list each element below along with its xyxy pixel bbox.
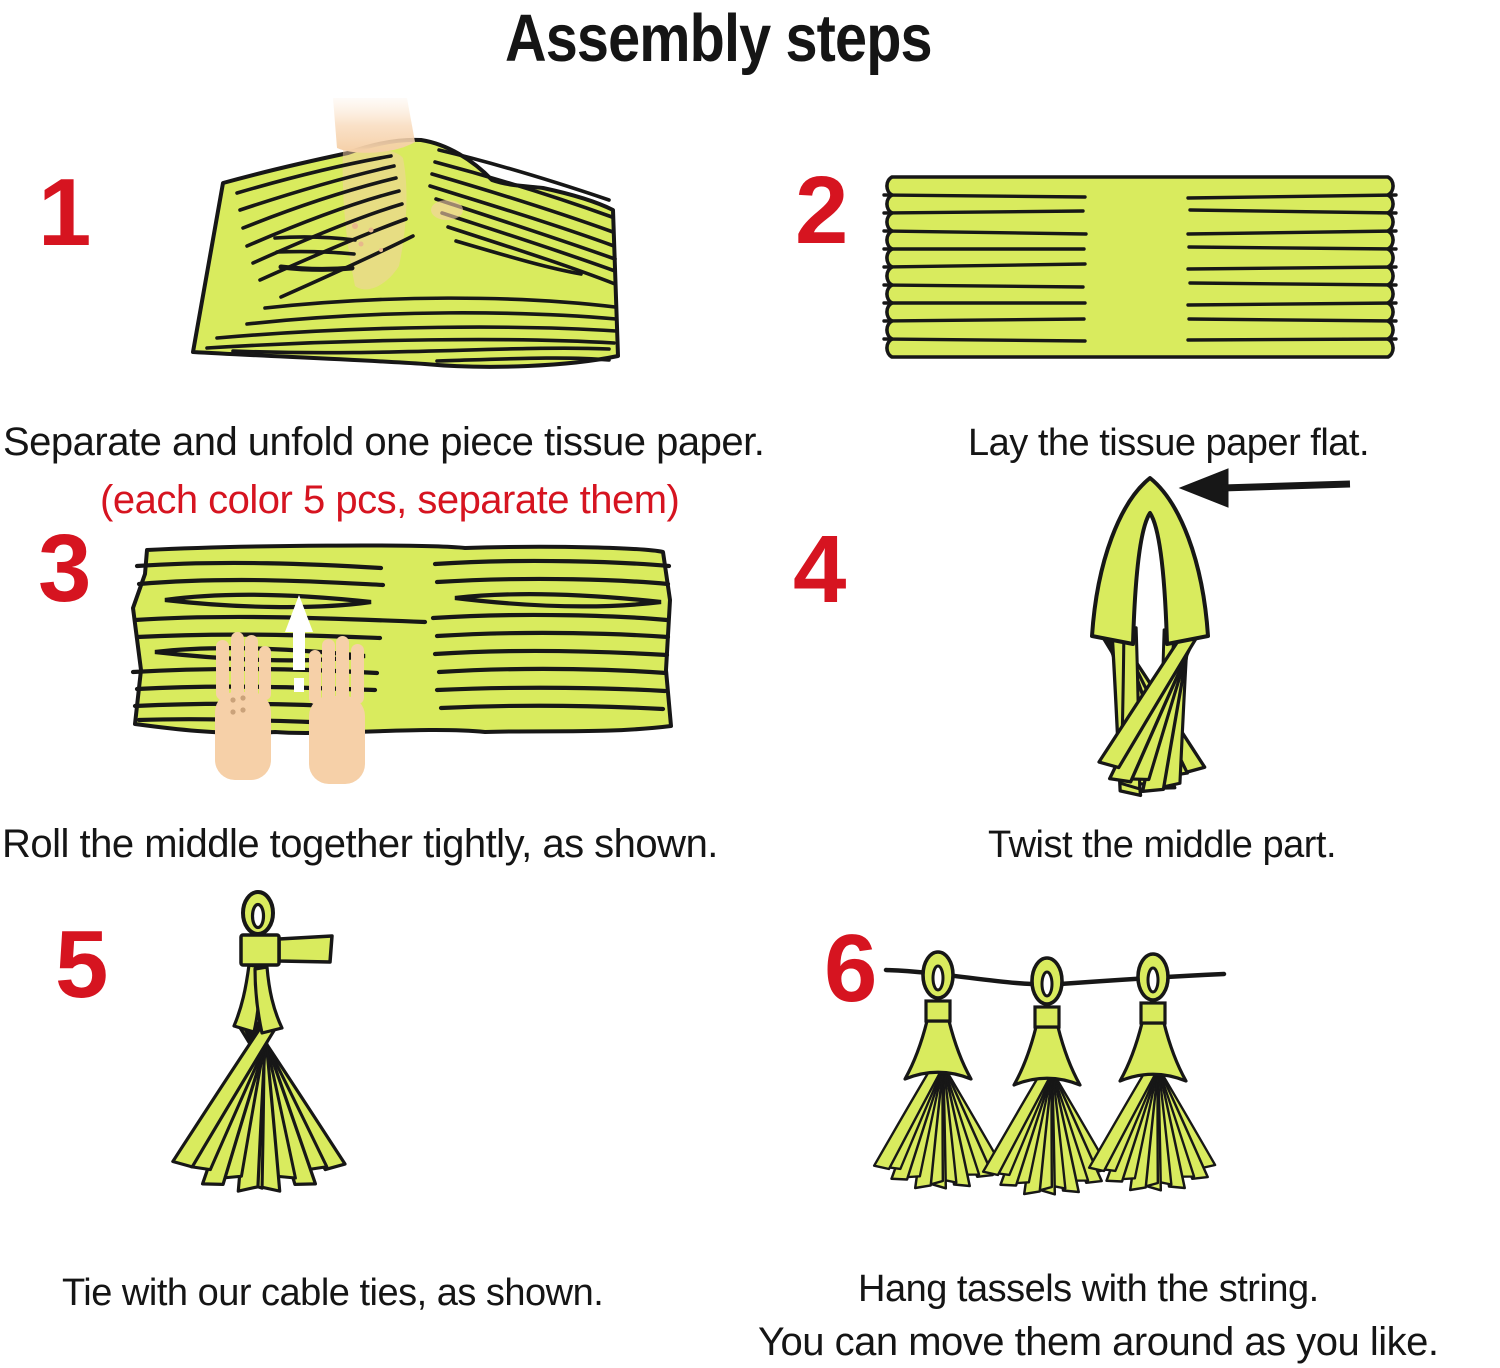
right-hand-icon bbox=[309, 636, 365, 784]
step-2-caption: Lay the tissue paper flat. bbox=[968, 422, 1370, 464]
tassel-skirt bbox=[1089, 619, 1211, 797]
step-4-illustration bbox=[960, 458, 1360, 806]
cable-tie-tail bbox=[279, 936, 332, 962]
step-4-caption: Twist the middle part. bbox=[988, 824, 1337, 866]
step-5-number: 5 bbox=[55, 911, 109, 1018]
left-arrow-icon bbox=[1180, 469, 1350, 507]
tassel-icon bbox=[982, 958, 1111, 1196]
step-1-number: 1 bbox=[38, 159, 92, 266]
tassel-loop-hole bbox=[253, 905, 264, 928]
step-1-caption: Separate and unfold one piece tissue paper. bbox=[3, 420, 765, 464]
step-2-number: 2 bbox=[795, 157, 849, 264]
step-6-illustration bbox=[860, 933, 1250, 1205]
step-1-illustration bbox=[185, 98, 645, 398]
folded-middle bbox=[1092, 478, 1208, 644]
tissue-sheet bbox=[193, 140, 618, 367]
step-2-illustration bbox=[870, 172, 1405, 362]
cable-tie-band bbox=[241, 935, 279, 965]
step-4-number: 4 bbox=[793, 516, 847, 623]
step-1-note: (each color 5 pcs, separate them) bbox=[100, 478, 680, 522]
arm-icon bbox=[333, 98, 415, 153]
step-3-number: 3 bbox=[38, 515, 92, 622]
page-title: Assembly steps bbox=[505, 1, 932, 76]
tassel-skirt bbox=[171, 1021, 347, 1193]
step-6-caption: Hang tassels with the string. bbox=[858, 1268, 1319, 1310]
step-5-caption: Tie with our cable ties, as shown. bbox=[62, 1272, 604, 1314]
step-3-illustration bbox=[125, 540, 680, 790]
step-6-caption-2: You can move them around as you like. bbox=[758, 1320, 1439, 1364]
step-5-illustration bbox=[155, 885, 365, 1215]
thumb-patch bbox=[431, 200, 463, 220]
tassel-icon bbox=[1088, 954, 1217, 1192]
tassel-icon bbox=[873, 952, 1002, 1190]
left-hand-icon bbox=[215, 632, 271, 780]
step-6-number: 6 bbox=[824, 915, 878, 1022]
step-3-caption: Roll the middle together tightly, as shown. bbox=[2, 822, 718, 866]
